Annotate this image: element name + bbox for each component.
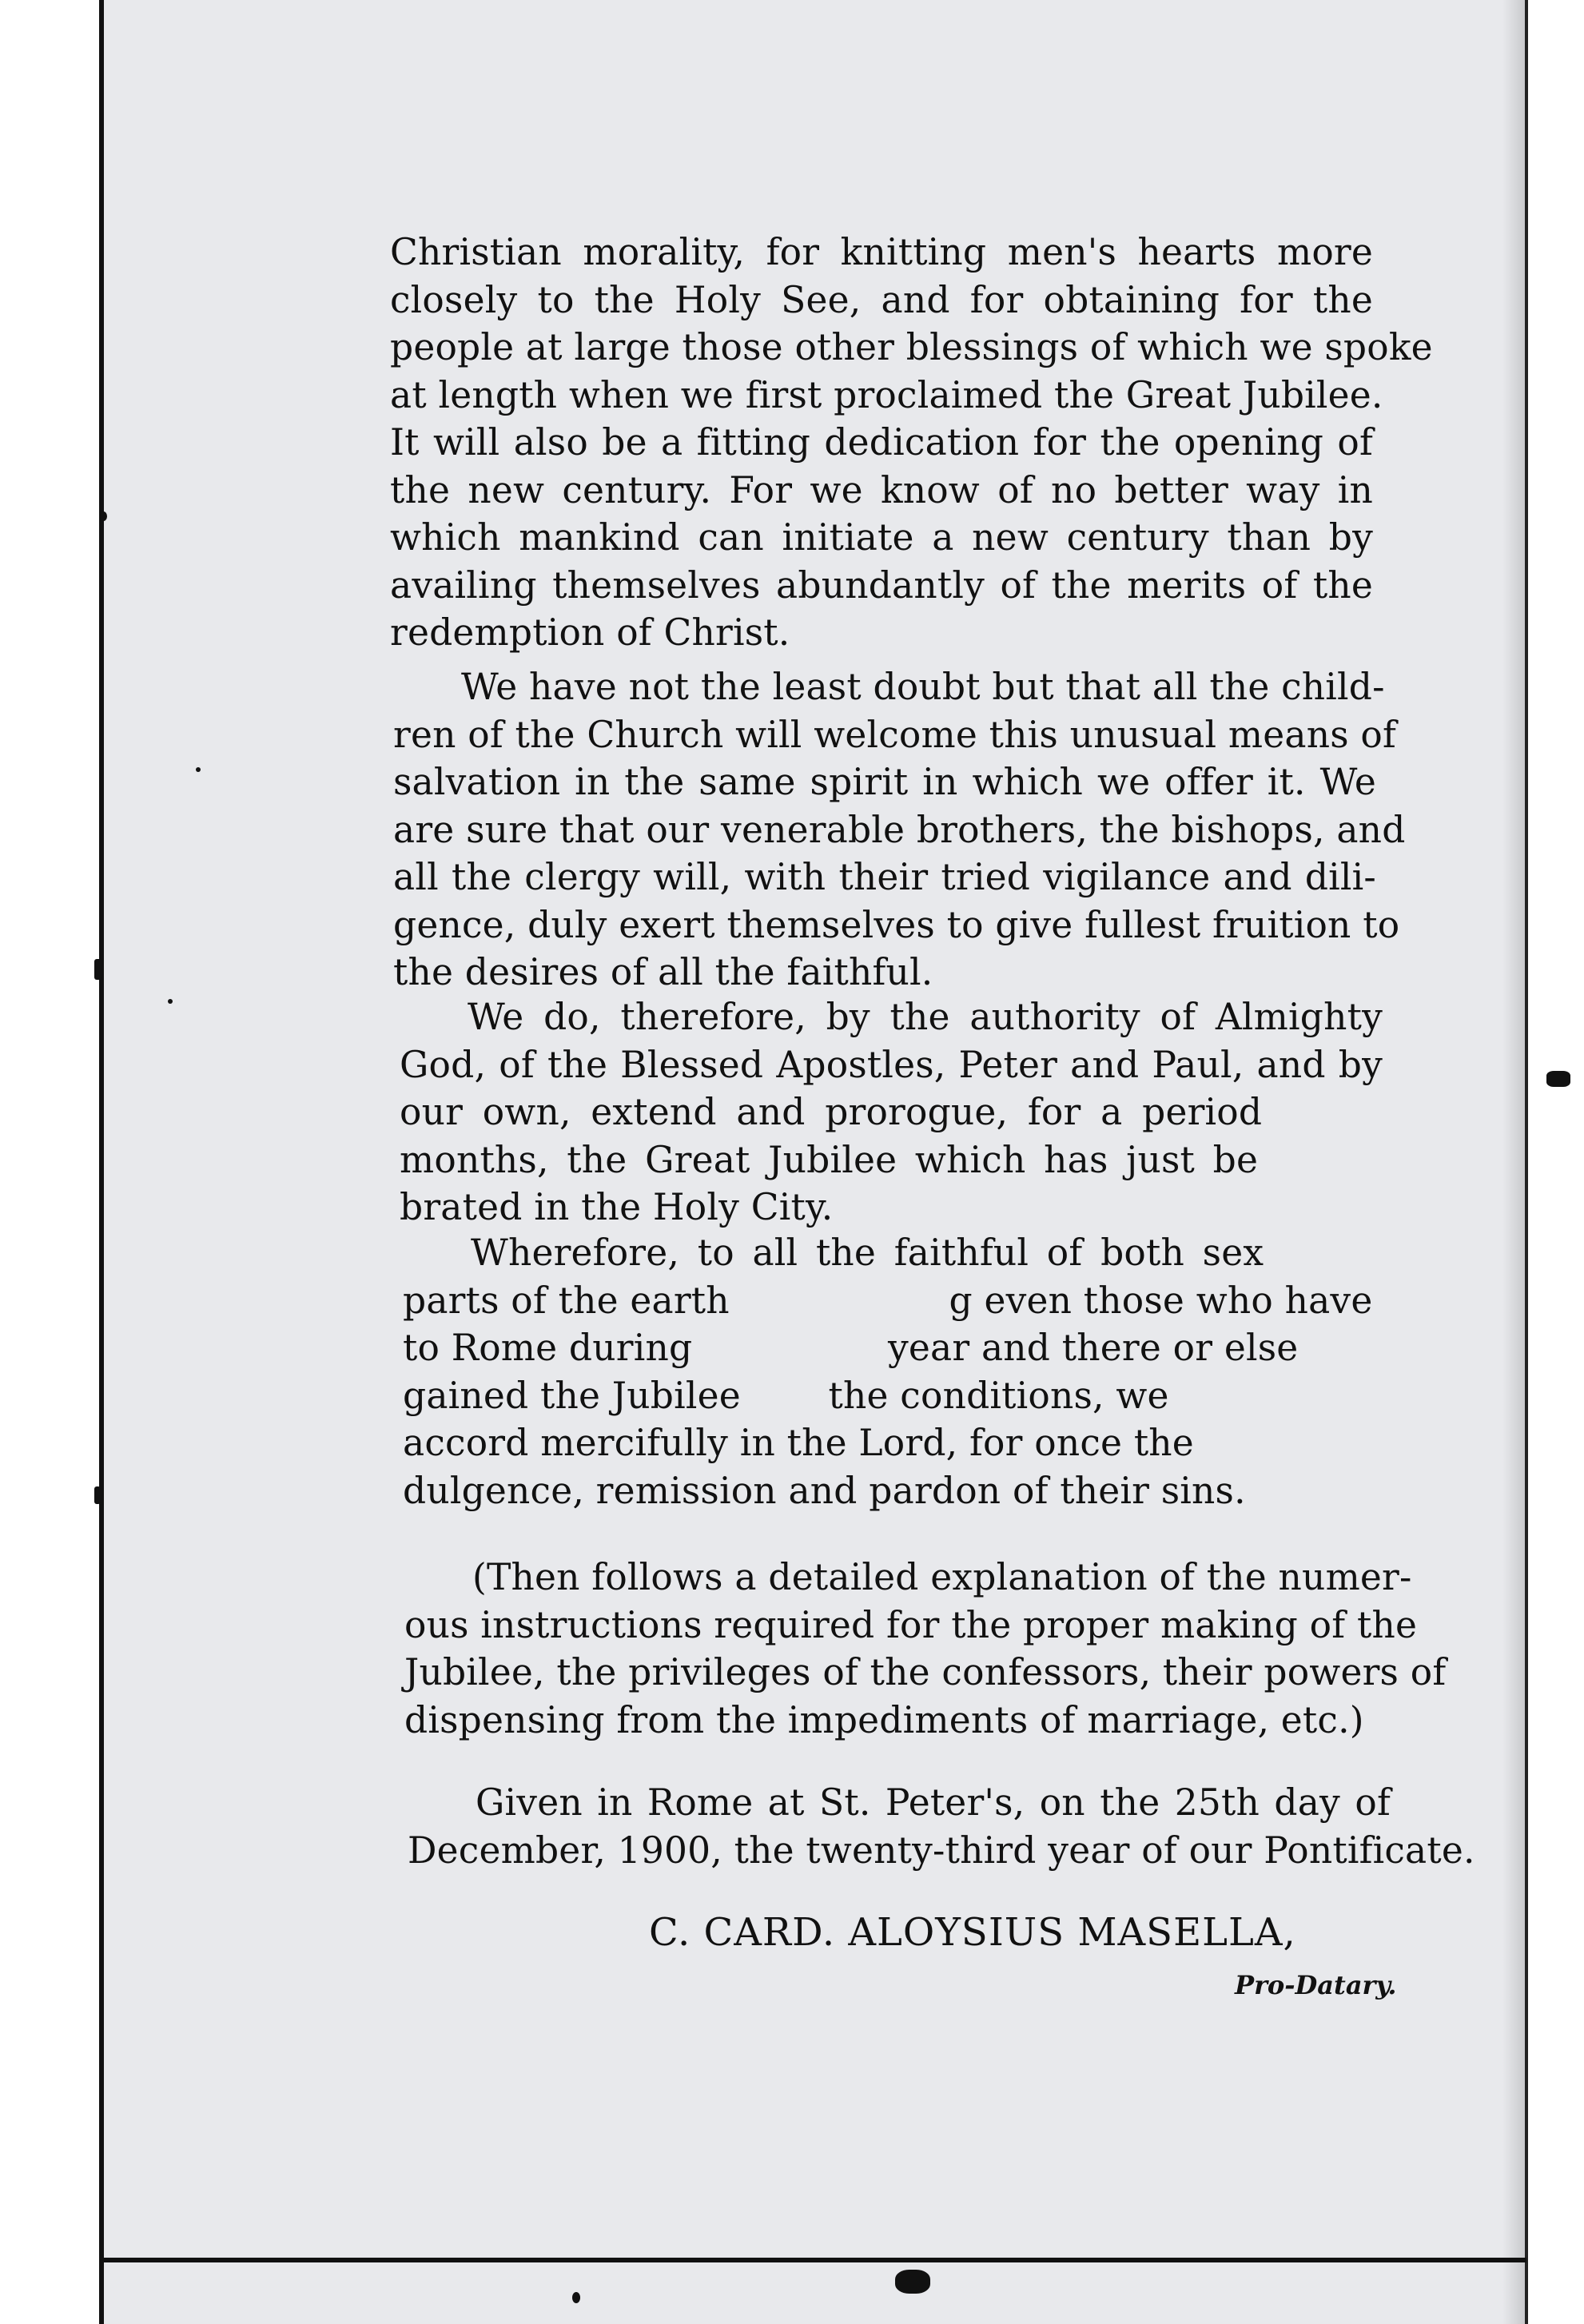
text-line: all the clergy will, with their tried vigilance and dili- [393, 856, 1376, 898]
text-fragment: to Rome during [403, 1327, 693, 1369]
body-paragraph-3 [400, 993, 1383, 1232]
text-line: We do, therefore, by the authority of Almighty [468, 996, 1383, 1038]
text-line: salvation in the same spirit in which we offer it. We [393, 761, 1376, 803]
binding-edge-right [1525, 0, 1528, 2324]
text-line: brated in the Holy City. [400, 1186, 834, 1228]
text-line: the new century. For we know of no better way in [390, 468, 1373, 511]
text-fragment: gained the Jubilee [403, 1374, 741, 1417]
text-line: the desires of all the faithful. [393, 951, 933, 993]
text-line [403, 1324, 1386, 1372]
text-line [403, 1277, 1386, 1325]
page-edge-bottom [102, 2258, 1526, 2262]
text-fragment: parts of the earth [403, 1279, 730, 1322]
body-paragraph-4 [403, 1229, 1386, 1514]
text-line: are sure that our venerable brothers, the bishops, and [393, 808, 1406, 851]
text-line: December, 1900, the twenty-third year of our Pontificate. [408, 1829, 1475, 1872]
text-fragment: g even those who have [949, 1279, 1373, 1322]
text-line: Jubilee, the privileges of the confessors, their powers of [404, 1651, 1447, 1693]
text-line: Given in Rome at St. Peter's, on the 25th day of [476, 1781, 1391, 1824]
text-line: God, of the Blessed Apostles, Peter and Paul, and by [400, 1043, 1383, 1086]
text-line: We have not the least doubt but that all the child- [461, 666, 1385, 708]
page-edge-shadow [1502, 0, 1525, 2324]
body-paragraph-6 [408, 1779, 1475, 1874]
text-line: gence, duly exert themselves to give fullest fruition to [393, 903, 1400, 946]
body-paragraph-1 [390, 229, 1433, 657]
scan-speck [895, 2270, 930, 2294]
text-line: accord mercifully in the Lord, for once the [403, 1422, 1194, 1464]
text-line: at length when we first proclaimed the Great Jubilee. [390, 373, 1383, 416]
signature-title: Pro-Datary. [1235, 1970, 1397, 2000]
scan-speck [94, 959, 102, 980]
text-fragment: year and there or else [887, 1327, 1299, 1369]
text-line: It will also be a fitting dedication for the opening of [390, 421, 1373, 464]
text-line: (Then follows a detailed explanation of the numer- [472, 1556, 1412, 1598]
binding-edge-left [99, 0, 104, 2324]
scan-speck [196, 767, 201, 772]
scan-speck [572, 2292, 580, 2303]
text-line: availing themselves abundantly of the merits of the [390, 563, 1373, 607]
text-line: redemption of Christ. [390, 611, 790, 654]
text-line: closely to the Holy See, and for obtaining for the [390, 278, 1373, 321]
signature-name: C. CARD. ALOYSIUS MASELLA, [649, 1910, 1296, 1955]
text-line: people at large those other blessings of which we spoke [390, 326, 1433, 368]
scan-speck [100, 511, 107, 521]
text-line: Christian morality, for knitting men's hearts more [390, 231, 1373, 273]
text-line: dispensing from the impediments of marriage, etc.) [404, 1698, 1364, 1741]
scan-speck [94, 1486, 101, 1504]
text-line [403, 1372, 1386, 1420]
body-paragraph-2 [393, 663, 1406, 997]
text-line: which mankind can initiate a new century than by [390, 516, 1373, 559]
text-line: our own, extend and prorogue, for a period [400, 1091, 1263, 1133]
scan-speck [168, 999, 173, 1004]
text-line: months, the Great Jubilee which has just be [400, 1138, 1259, 1181]
body-paragraph-5 [404, 1554, 1447, 1744]
text-line: dulgence, remission and pardon of their sins. [403, 1469, 1246, 1512]
scan-speck [1546, 1071, 1570, 1087]
text-line: ren of the Church will welcome this unusual means of [393, 713, 1397, 756]
text-fragment: the conditions, we [828, 1374, 1169, 1417]
text-line: ous instructions required for the proper making of the [404, 1603, 1418, 1646]
text-line: Wherefore, to all the faithful of both sex [471, 1232, 1264, 1274]
